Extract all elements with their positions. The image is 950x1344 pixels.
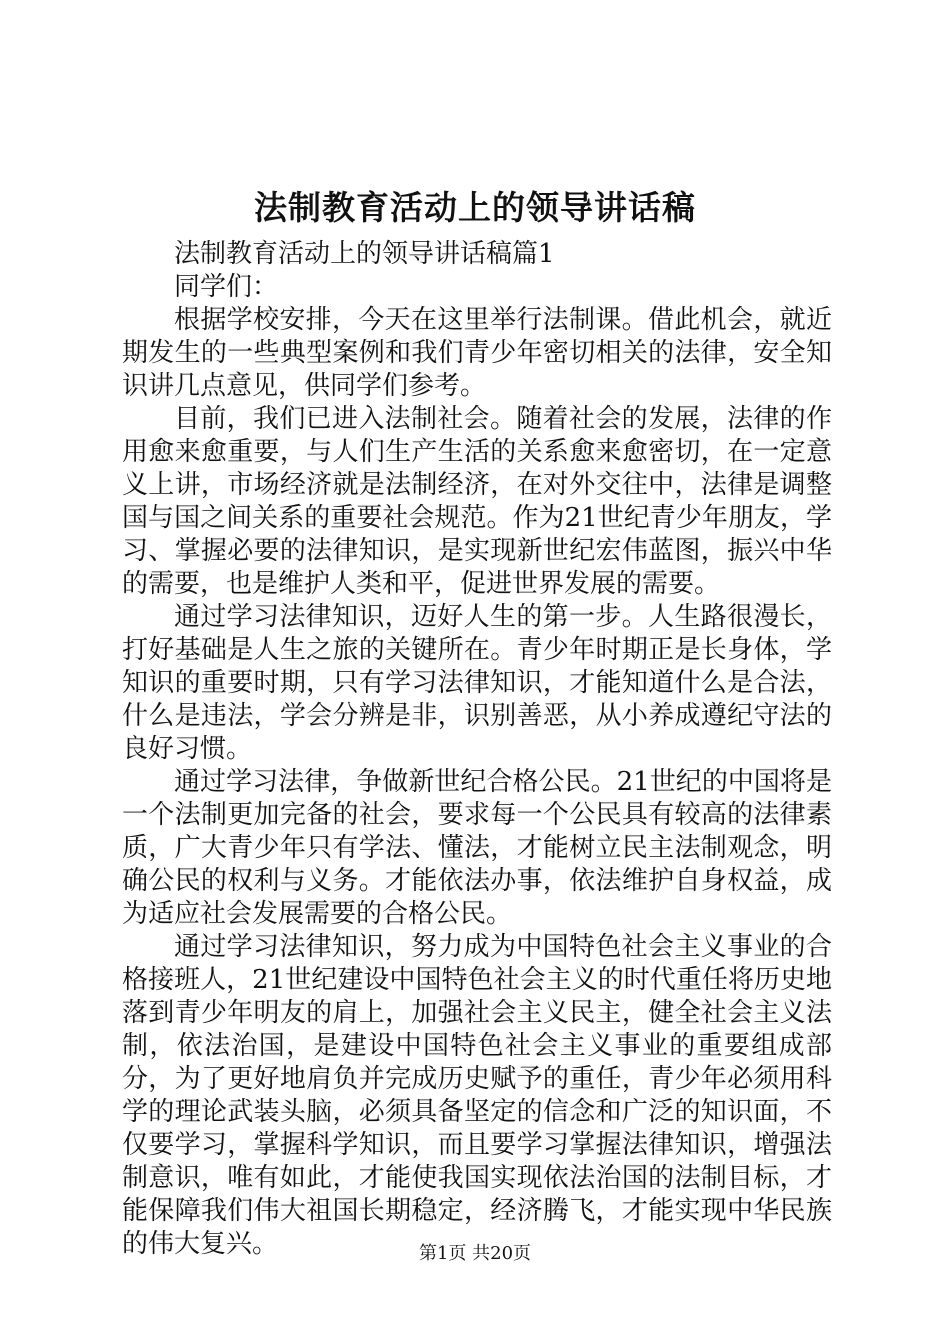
document-subtitle: 法制教育活动上的领导讲话稿篇1 [174,239,555,269]
paragraph-4: 通过学习法律，争做新世纪合格公民。21世纪的中国将是一个法制更加完备的社会，要求每一个公民具有较高的法律素质，广大青少年只有学法、懂法，才能树立民主法制观念，明确公民的权利与义务。才能依法办事，依法维护自身权益，成为适应社会发展需要的合格公民。 [122,767,832,929]
salutation: 同学们： [174,272,279,302]
paragraph-5: 通过学习法律知识，努力成为中国特色社会主义事业的合格接班人，21世纪建设中国特色社会主义的时代重任将历史地落到青少年明友的肩上，加强社会主义民主，健全社会主义法制，依法治国，是建设中国特色社会主义事业的重要组成部分，为了更好地肩负并完成历史赋予的重任，青少年必须用科学的理论武装头脑，必须具备坚定的信念和广泛的知识面，不仅要学习，掌握科学知识，而且要学习掌握法律知识，增强法制意识，唯有如此，才能使我国实现依法治国的法制目标，才能保障我们伟大祖国长期稳定，经济腾飞，才能实现中华民族的伟大复兴。 [122,932,832,1259]
paragraph-2: 目前，我们已进入法制社会。随着社会的发展，法律的作用愈来愈重要，与人们生产生活的关系愈来愈密切，在一定意义上讲，市场经济就是法制经济，在对外交往中，法律是调整国与国之间关系的重要社会规范。作为21世纪青少年朋友，学习、掌握必要的法律知识，是实现新世纪宏伟蓝图，振兴中华的需要，也是维护人类和平，促进世界发展的需要。 [122,404,832,599]
paragraph-3: 通过学习法律知识，迈好人生的第一步。人生路很漫长，打好基础是人生之旅的关键所在。青少年时期正是长身体，学知识的重要时期，只有学习法律知识，才能知道什么是合法，什么是违法，学会分辨是非，识别善恶，从小养成遵纪守法的良好习惯。 [122,602,832,764]
document-body [122,238,832,1261]
document-title: 法制教育活动上的领导讲话稿 [254,188,696,227]
paragraph-1: 根据学校安排，今天在这里举行法制课。借此机会，就近期发生的一些典型案例和我们青少年密切相关的法律，安全知识讲几点意见，供同学们参考。 [122,305,832,401]
page-footer: 第1页 共20页 [418,1243,532,1264]
